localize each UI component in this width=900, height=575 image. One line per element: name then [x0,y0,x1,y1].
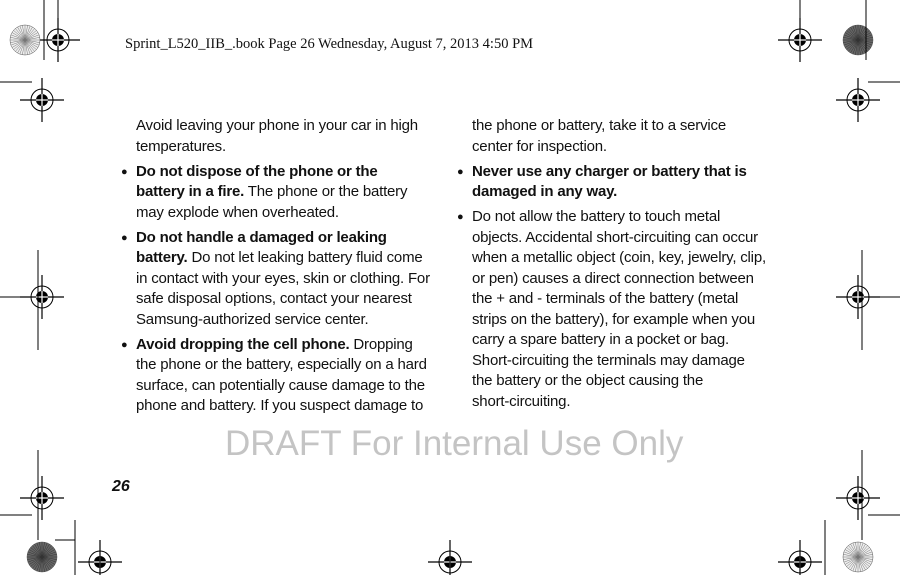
bold-text: Avoid dropping the cell phone. [136,335,350,353]
body-text: or pen) causes a direct connection between [472,269,754,287]
text-line [472,248,766,268]
text-line [472,162,747,182]
body-text: Samsung-authorized service center. [136,310,369,328]
body-text: phone and battery. If you suspect damage to [136,397,424,414]
bullet-icon: ● [457,165,464,178]
body-text: Dropping [349,335,413,353]
body-text: in contact with your eyes, skin or clothing. For [136,269,430,287]
text-line [472,116,726,136]
body-text: the phone or the battery, especially on a hard [136,356,427,373]
text-line [136,335,413,355]
bullet-icon: ● [457,211,464,223]
text-line [136,203,339,223]
text-line [136,355,427,375]
body-text: carry a spare battery in a pocket or bag. [472,331,729,348]
body-text: center for inspection. [472,137,607,155]
text-line [136,116,418,136]
bold-text: battery in a fire. [136,183,245,200]
body-text: the battery or the object causing the [472,372,704,389]
text-line [472,228,758,248]
body-text: the + and - terminals of the battery (metal [472,290,739,307]
bullet-icon: ● [121,338,128,351]
text-line [472,269,754,289]
page-number: 26 [112,478,130,495]
text-line [136,182,407,202]
bold-text: battery. [136,249,188,266]
bold-text: Never use any charger or battery that is [472,162,747,180]
text-line [472,392,570,412]
text-line [136,162,378,182]
bold-text: Do not dispose of the phone or the [136,162,378,180]
text-line [472,182,617,202]
body-text: strips on the battery), for example when you [472,310,756,328]
text-line [136,228,387,248]
text-line [136,396,423,416]
text-line [136,376,425,396]
text-line [472,310,755,330]
bullet-icon: ● [121,231,128,244]
body-text: The phone or the battery [244,183,408,200]
body-text: the phone or battery, take it to a service [472,117,726,134]
body-text: Avoid leaving your phone in your car in high [136,117,418,134]
text-line [472,371,703,391]
text-line [472,351,745,371]
text-line [136,310,369,330]
bullet-icon: ● [121,165,128,178]
text-line [136,269,430,289]
draft-watermark: DRAFT For Internal Use Only [225,424,684,463]
body-text: temperatures. [136,137,226,155]
text-line [136,289,412,309]
text-line [472,289,738,309]
body-text: when a metallic object (coin, key, jewelry, clip, [472,249,766,266]
body-text: surface, can potentially cause damage to the [136,376,425,394]
text-line [472,207,720,227]
body-text: may explode when overheated. [136,203,339,221]
print-header: Sprint_L520_IIB_.book Page 26 Wednesday, August 7, 2013 4:50 PM [125,36,534,52]
body-text: Do not allow the battery to touch metal [472,208,721,225]
text-line [472,330,729,350]
body-text: objects. Accidental short-circuiting can occur [472,228,758,246]
bold-text: Do not handle a damaged or leaking [136,228,387,246]
text-line [136,248,423,268]
body-text: safe disposal options, contact your nearest [136,290,412,307]
body-text: short-circuiting. [472,392,571,410]
text-line [472,137,607,157]
bold-text: damaged in any way. [472,183,618,200]
body-text: Short-circuiting the terminals may damage [472,351,745,369]
body-text: Do not let leaking battery fluid come [187,249,423,266]
text-line [136,137,226,157]
